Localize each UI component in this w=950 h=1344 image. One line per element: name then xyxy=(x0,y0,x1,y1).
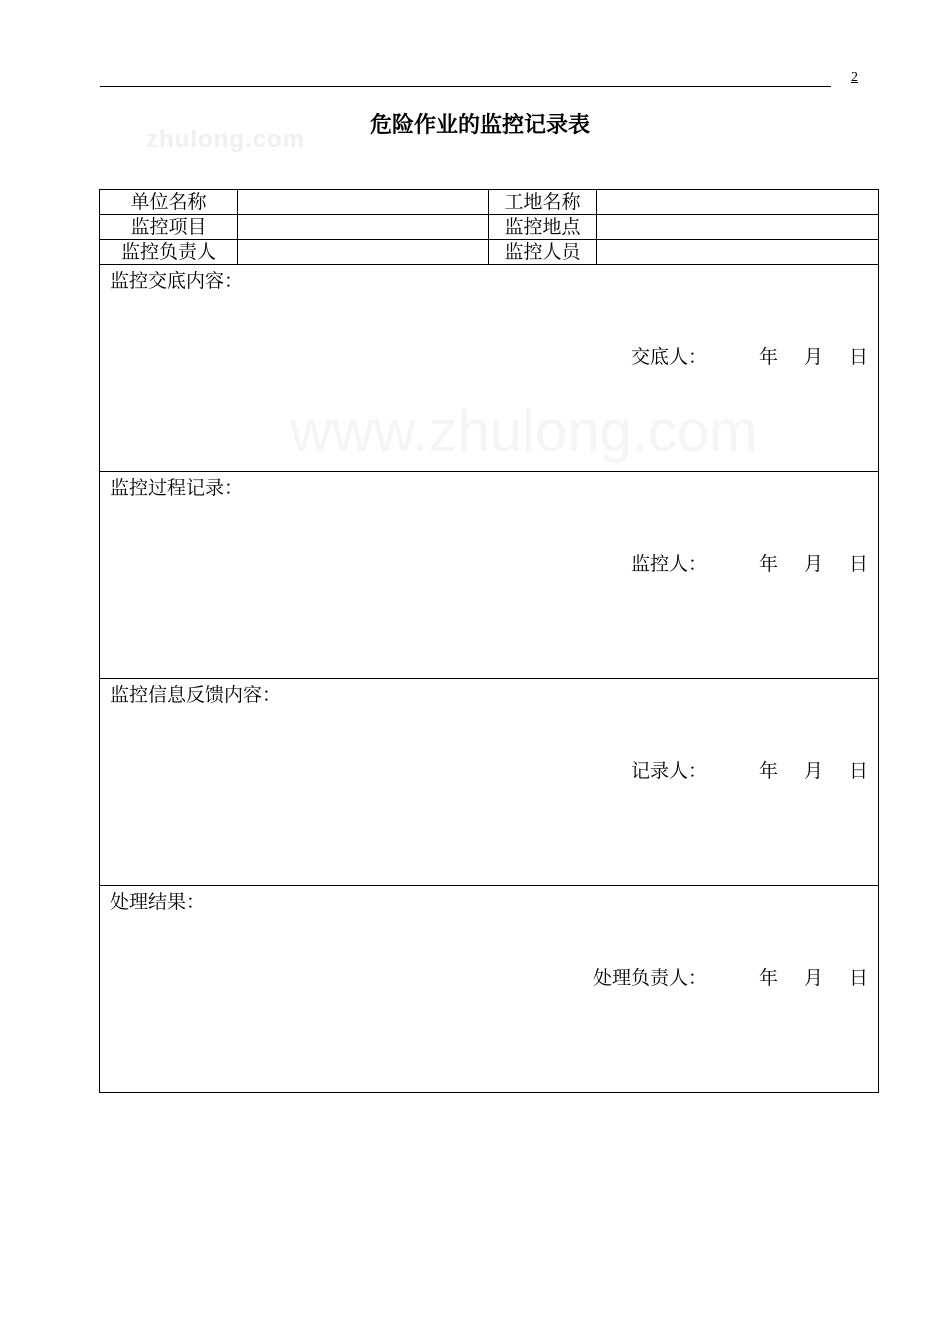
result-signer-label: 处理负责人： xyxy=(592,967,707,989)
result-signature xyxy=(593,966,868,990)
month-label: 月 xyxy=(803,346,823,368)
day-label: 日 xyxy=(848,967,868,989)
page-number: 2 xyxy=(851,70,858,85)
feedback-signature xyxy=(631,759,868,783)
briefing-signature xyxy=(631,345,868,369)
section-result xyxy=(100,886,879,1093)
process-record-field[interactable] xyxy=(100,472,879,679)
day-label: 日 xyxy=(848,760,868,782)
feedback-content-field[interactable] xyxy=(100,679,879,886)
briefing-date xyxy=(759,345,868,369)
day-label: 日 xyxy=(848,346,868,368)
day-label: 日 xyxy=(848,553,868,575)
month-label: 月 xyxy=(803,967,823,989)
monitor-leader-label: 监控负责人 xyxy=(100,240,238,265)
info-row-personnel xyxy=(100,240,879,265)
year-label: 年 xyxy=(758,760,778,782)
header-rule xyxy=(100,86,831,87)
info-row-item xyxy=(100,215,879,240)
result-field[interactable] xyxy=(100,886,879,1093)
result-date xyxy=(759,966,868,990)
year-label: 年 xyxy=(758,967,778,989)
monitor-leader-field[interactable] xyxy=(238,240,489,265)
info-row-unit xyxy=(100,190,879,215)
section-process xyxy=(100,472,879,679)
process-signature xyxy=(631,552,868,576)
briefing-content-field[interactable] xyxy=(100,265,879,472)
watermark-large: www.zhulong.com xyxy=(290,399,758,464)
section-briefing xyxy=(100,265,879,472)
feedback-signer-label: 记录人： xyxy=(630,760,707,782)
monitoring-record-table xyxy=(99,189,879,1093)
feedback-content-label: 监控信息反馈内容： xyxy=(110,684,282,706)
briefing-content-label: 监控交底内容： xyxy=(110,270,244,292)
site-name-field[interactable] xyxy=(597,190,879,215)
feedback-date xyxy=(759,759,868,783)
year-label: 年 xyxy=(758,553,778,575)
result-label: 处理结果： xyxy=(110,891,206,913)
year-label: 年 xyxy=(758,346,778,368)
monitor-location-label: 监控地点 xyxy=(489,215,597,240)
monitor-staff-label: 监控人员 xyxy=(489,240,597,265)
unit-name-field[interactable] xyxy=(238,190,489,215)
monitor-item-field[interactable] xyxy=(238,215,489,240)
monitor-location-field[interactable] xyxy=(597,215,879,240)
monitor-staff-field[interactable] xyxy=(597,240,879,265)
month-label: 月 xyxy=(803,553,823,575)
process-date xyxy=(759,552,868,576)
site-name-label: 工地名称 xyxy=(489,190,597,215)
page-title: 危险作业的监控记录表 xyxy=(369,112,590,138)
unit-name-label: 单位名称 xyxy=(100,190,238,215)
section-feedback xyxy=(100,679,879,886)
briefing-signer-label: 交底人： xyxy=(630,346,707,368)
watermark-small: zhulong.com xyxy=(146,126,305,153)
process-signer-label: 监控人： xyxy=(630,553,707,575)
month-label: 月 xyxy=(803,760,823,782)
process-record-label: 监控过程记录： xyxy=(110,477,244,499)
monitor-item-label: 监控项目 xyxy=(100,215,238,240)
